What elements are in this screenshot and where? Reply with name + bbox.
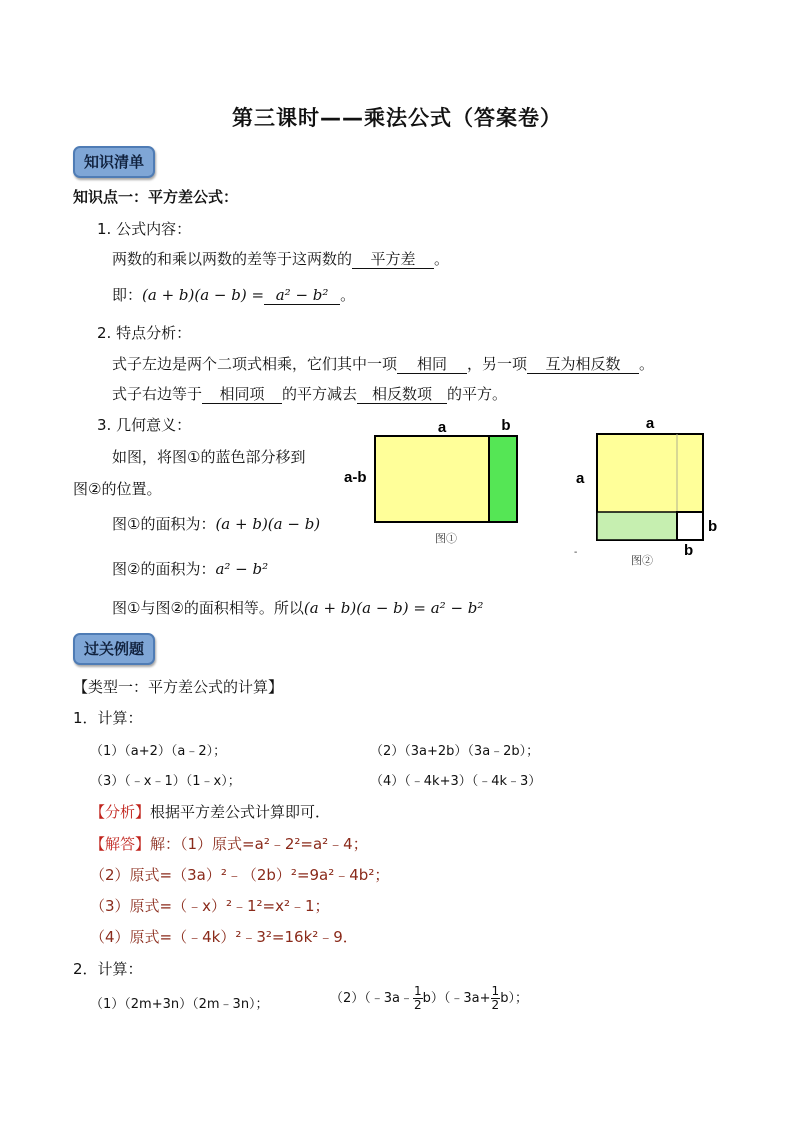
fig2-label-top-a: a: [645, 415, 655, 432]
type1-heading: 【类型一：平方差公式的计算】: [73, 678, 284, 696]
q1-answer4: （4）原式=（﹣4k）²﹣3²=16k²﹣9．: [90, 928, 358, 946]
fig2-label-right-b: b: [708, 518, 718, 535]
item3-label: 3. 几何意义：: [97, 416, 192, 434]
figure-1: [338, 412, 538, 552]
q1-part2: （2）（3a+2b）（3a﹣2b）；: [370, 744, 540, 759]
fig1-label-a: a: [437, 419, 447, 436]
analysis-tag: 【分析】: [90, 803, 151, 821]
item1-text: 两数的和乘以两数的差等于这两数的 平方差 。: [112, 250, 450, 268]
knowledge-point-heading: 知识点一：平方差公式：: [73, 188, 239, 206]
fig1-label-b: b: [501, 417, 511, 434]
section-badge-knowledge: 知识清单: [73, 146, 155, 178]
fraction-half: $\frac{1}{2}$: [414, 984, 422, 1012]
fig2-caption: 图②: [631, 555, 653, 567]
item2-line2: 式子右边等于 相同项 的平方减去 相反数项 的平方。: [112, 385, 508, 403]
fraction-half: $\frac{1}{2}$: [491, 984, 500, 1012]
fig1-caption: 图①: [435, 533, 457, 545]
q1-label: 1．计算：: [73, 709, 143, 727]
item1-label: 1. 公式内容：: [97, 220, 192, 238]
fig1-label-a-minus-b: a-b: [344, 469, 367, 486]
item1-blank: 平方差: [352, 250, 434, 269]
fig2-mark: -: [574, 547, 578, 558]
fig2-light-green-rect: [597, 512, 677, 540]
item2-line1: 式子左边是两个二项式相乘，它们其中一项 相同 ，另一项 互为相反数 。: [112, 355, 655, 373]
area2-line: 图②的面积为：a² − b²: [112, 560, 269, 578]
page-title: 第三课时——乘法公式（答案卷）: [232, 106, 562, 130]
q1-analysis: 【分析】根据平方差公式计算即可．: [90, 803, 331, 821]
q2-part2: （2）（﹣3a﹣ $\frac{1}{2}$ b）（﹣3a+ $\frac{1}{2}$ b）；: [330, 984, 528, 1012]
section-badge-examples: 过关例题: [73, 633, 155, 665]
item1-formula: 即：(a + b)(a − b) = a² − b² 。: [112, 286, 356, 304]
fig2-label-bottom-b: b: [684, 542, 694, 559]
answer-tag: 【解答】: [90, 835, 151, 853]
item2-blank-same-term: 相同项: [202, 385, 282, 404]
figure-2: [570, 412, 730, 574]
fig2-white-square: [677, 512, 703, 540]
conclusion-line: 图①与图②的面积相等。所以(a + b)(a − b) = a² − b²: [112, 599, 484, 617]
q1-part3: （3）（﹣x﹣1）（1﹣x）；: [90, 774, 241, 789]
item2-label: 2. 特点分析：: [97, 324, 192, 342]
item3-text1: 如图，将图①的蓝色部分移到: [112, 448, 306, 466]
q1-answer3: （3）原式=（﹣x）²﹣1²=x²﹣1；: [90, 897, 330, 915]
fig1-green-rect: [489, 436, 517, 522]
q2-part1: （1）（2m+3n）（2m﹣3n）；: [90, 997, 269, 1012]
q1-part1: （1）（a+2）（a﹣2）；: [90, 744, 227, 759]
fig2-label-left-a: a: [576, 470, 585, 487]
area1-line: 图①的面积为：(a + b)(a − b): [112, 515, 321, 533]
item1-formula-blank: a² − b²: [264, 286, 340, 305]
item2-blank-opposite-term: 相反数项: [357, 385, 447, 404]
fig1-yellow-rect: [375, 436, 489, 522]
item2-blank-same: 相同: [397, 355, 467, 374]
q2-label: 2．计算：: [73, 960, 143, 978]
q1-part4: （4）（﹣4k+3）（﹣4k﹣3）: [370, 774, 542, 789]
q1-answer2: （2）原式=（3a）²﹣（2b）²=9a²﹣4b²；: [90, 866, 390, 884]
item2-blank-opposite: 互为相反数: [527, 355, 639, 374]
item3-text2: 图②的位置。: [73, 480, 162, 498]
q1-answer1: 【解答】解：（1）原式=a²﹣2²=a²﹣4；: [90, 835, 368, 853]
